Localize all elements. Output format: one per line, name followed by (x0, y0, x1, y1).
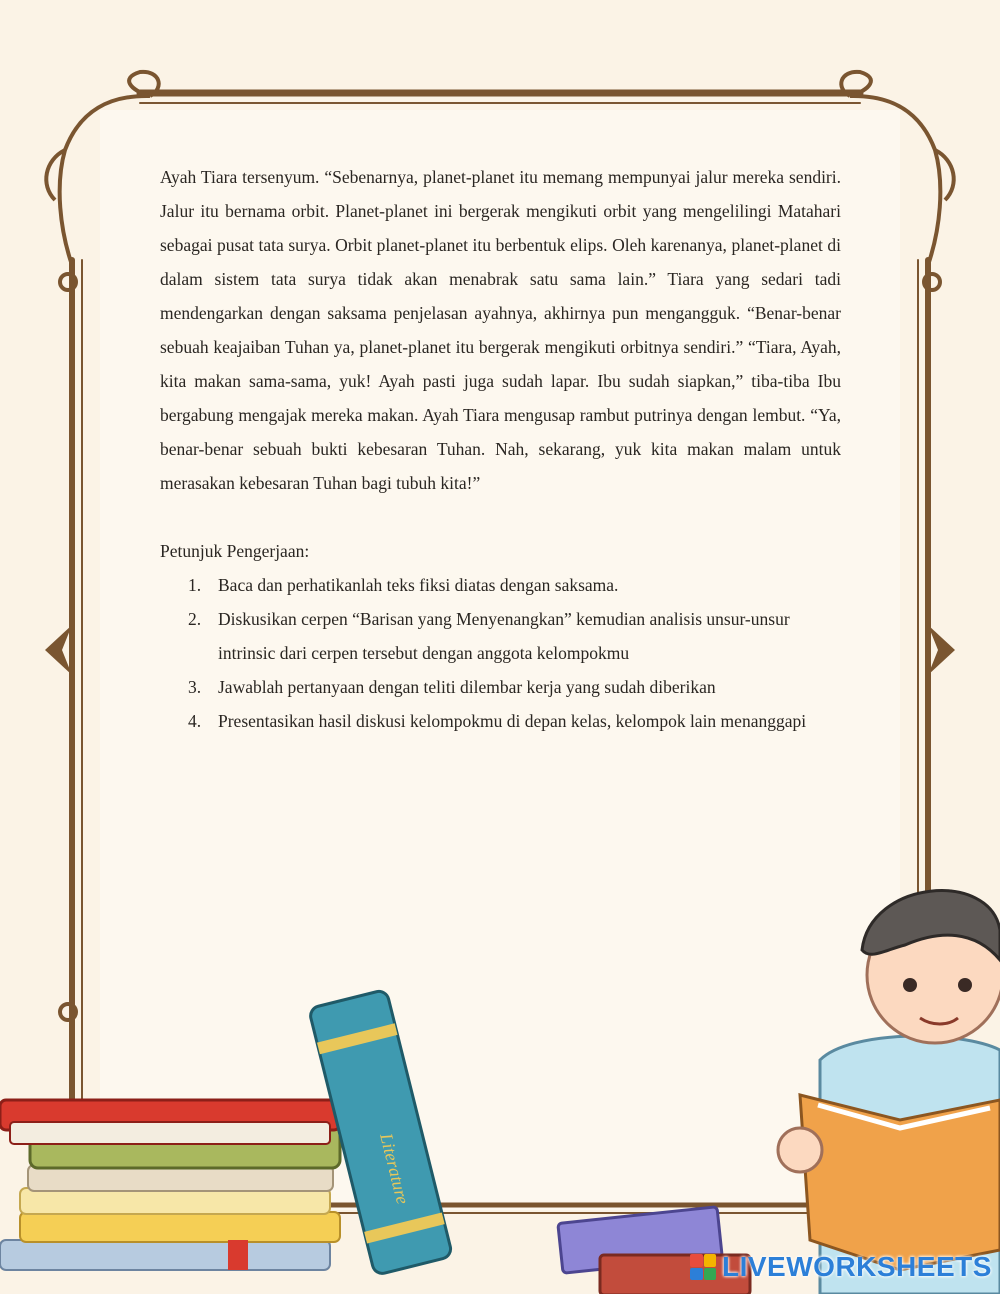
story-paragraph: Ayah Tiara tersenyum. “Sebenarnya, planet-planet itu memang mempunyai jalur mereka sendiri. Jalur itu bernama orbit. Planet-planet ini bergerak mengikuti orbit yang mengelilingi Matahari sebagai pusat tata surya. Orbit planet-planet itu berbentuk elips. Oleh karenanya, planet-planet di dalam sistem tata surya tidak akan menabrak satu sama lain.” Tiara yang sedari tadi mendengarkan dengan saksama penjelasan ayahnya, akhirnya pun mengangguk. “Benar-benar sebuah keajaiban Tuhan ya, planet-planet itu bergerak mengikuti orbitnya sendiri.” “Tiara, Ayah, kita makan sama-sama, yuk! Ayah pasti juga sudah lapar. Ibu sudah siapkan,” tiba-tiba Ibu bergabung mengajak mereka makan. Ayah Tiara mengusap rambut putrinya dengan lembut. “Ya, benar-benar sebuah bukti kebesaran Tuhan. Nah, sekarang, yuk kita makan malam untuk merasakan kebesaran Tuhan bagi tubuh kita!” (160, 167, 841, 493)
list-item (160, 602, 841, 670)
step-text: Jawablah pertanyaan dengan teliti dilembar kerja yang sudah diberikan (218, 677, 716, 697)
step-text: Presentasikan hasil diskusi kelompokmu di depan kelas, kelompok lain menanggapi (218, 711, 807, 731)
list-item (160, 670, 841, 704)
instructions-list (160, 568, 841, 738)
instructions-title: Petunjuk Pengerjaan: (160, 541, 310, 561)
step-number: 1. (188, 575, 202, 595)
list-item (160, 568, 841, 602)
step-number: 4. (188, 711, 202, 731)
watermark-text: LIVEWORKSHEETS (722, 1251, 992, 1282)
liveworksheets-watermark-link[interactable] (690, 1250, 992, 1284)
liveworksheets-logo-icon (690, 1254, 716, 1280)
book-spine-label: Literature (376, 1131, 414, 1207)
step-number: 2. (188, 609, 202, 629)
step-text: Diskusikan cerpen “Barisan yang Menyenangkan” kemudian analisis unsur-unsur intrinsic dari cerpen tersebut dengan anggota kelompokmu (218, 609, 790, 663)
step-number: 3. (188, 677, 202, 697)
worksheet-content (160, 160, 841, 738)
step-text: Baca dan perhatikanlah teks fiksi diatas dengan saksama. (218, 575, 619, 595)
list-item (160, 704, 841, 738)
